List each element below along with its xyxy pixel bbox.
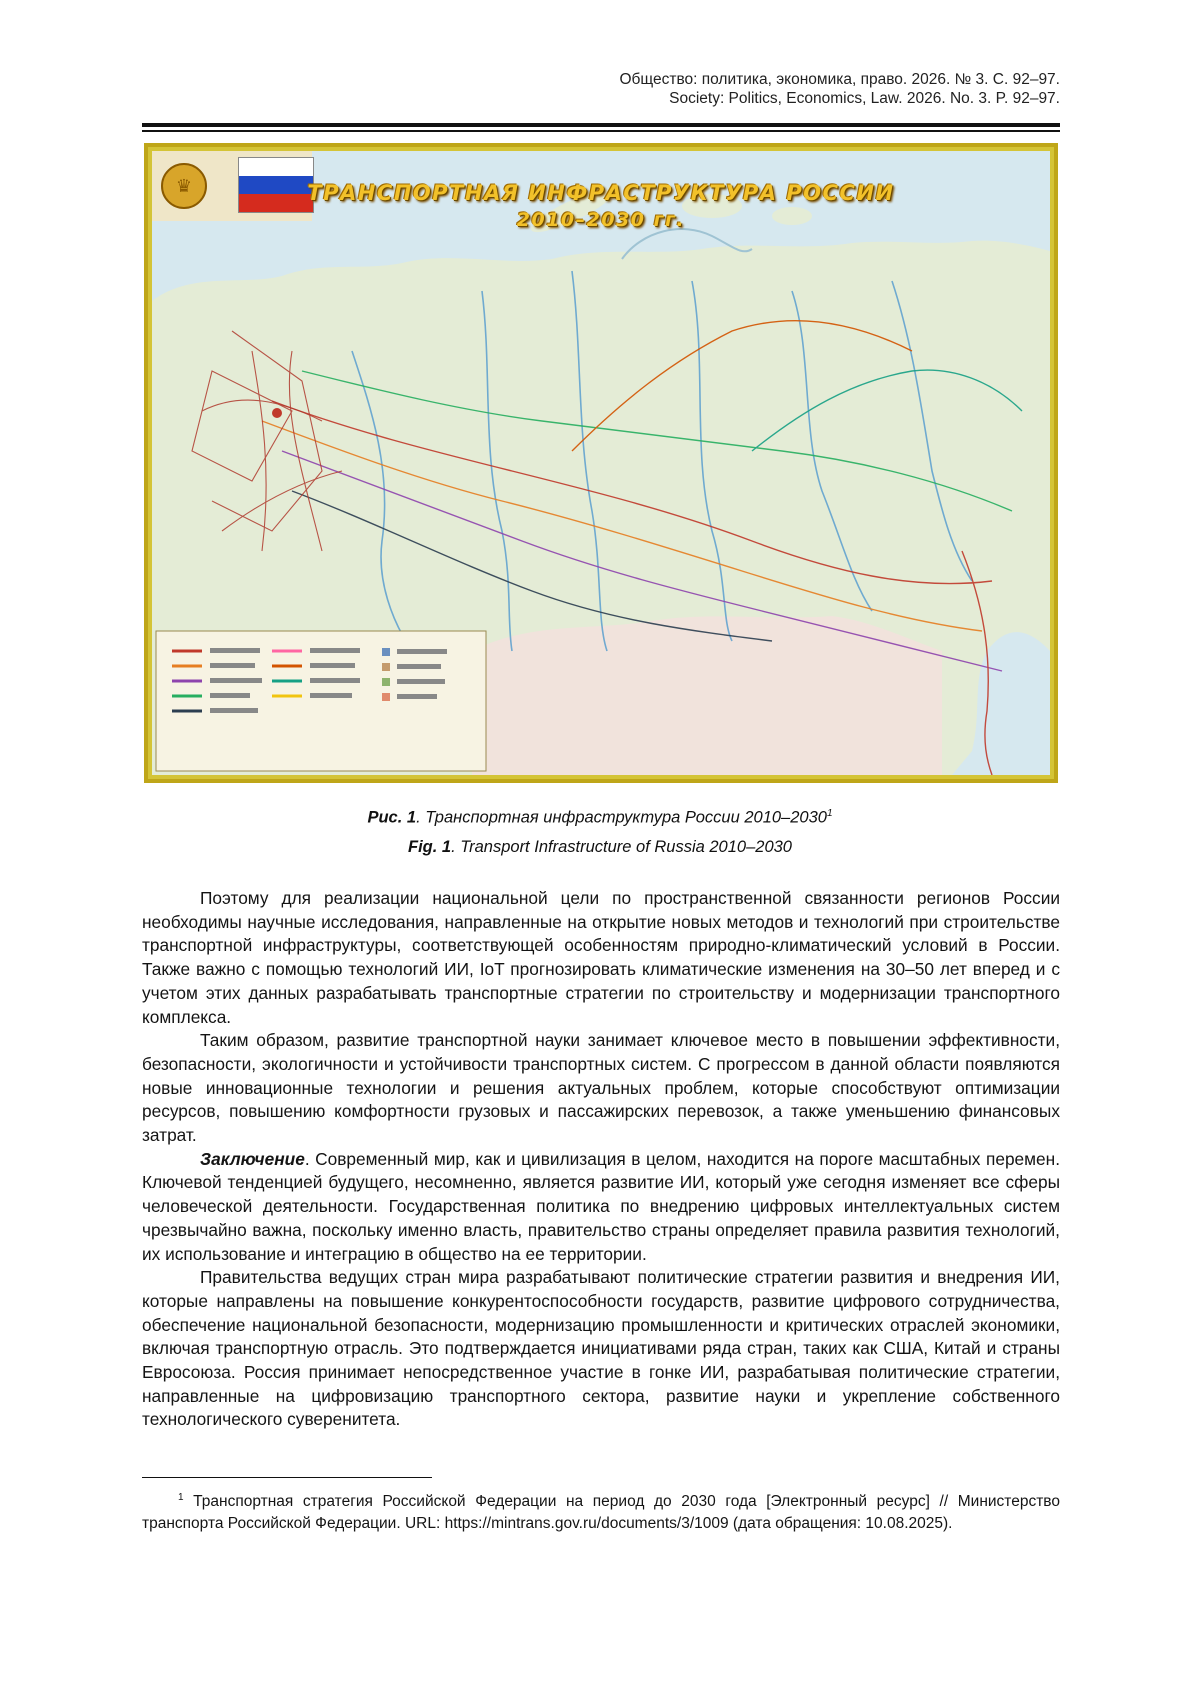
caption-label-ru: Рис. 1 <box>367 808 417 827</box>
figure-caption-en <box>0 838 1200 857</box>
svg-text:♛: ♛ <box>175 176 193 197</box>
paragraph-3-text: . Современный мир, как и цивилизация в целом, находится на пороге масштабных перемен. Ключевой тенденцией будущего, несомненно, является развитие ИИ, который уже сегодня изменяет все сферы человеческой деятельности. Государственная политика по внедрению цифровых интеллектуальных систем чрезвычайно важна, поскольку именно власть, правительство страны определяет правила развития технологий, их использование и интеграцию в общество на ее территории. <box>142 1148 1060 1264</box>
map-title <box>152 181 1050 231</box>
map-drawing <box>152 151 1050 775</box>
neighbour-countries <box>472 616 942 775</box>
footnote-rule <box>142 1477 432 1478</box>
figure-map-frame <box>144 143 1058 783</box>
map-title-line1: ТРАНСПОРТНАЯ ИНФРАСТРУКТУРА РОССИИ <box>307 181 895 205</box>
running-head-en: Society: Politics, Economics, Law. 2026. No. 3. P. 92–97. <box>669 90 1060 107</box>
article-body <box>142 887 1060 1432</box>
header-rule-thin <box>142 130 1060 132</box>
transport-map-image <box>152 151 1050 775</box>
paragraph-2: Таким образом, развитие транспортной науки занимает ключевое место в повышении эффективности, безопасности, экологичности и устойчивости транспортных систем. С прогрессом в данной области появляются новые инновационные технологии и решения актуальных проблем, которые способствуют оптимизации ресурсов, повышению комфортности грузовых и пассажирских перевозок, а также уменьшению финансовых затрат. <box>142 1030 1060 1146</box>
footnote-text: Транспортная стратегия Российской Федерации на период до 2030 года [Электронный ресурс] // Министерство транспорта Российской Федерации. URL: https://mintrans.gov.ru/documents/3/1009 (дата обращения: 10.08.2025). <box>142 1493 1060 1532</box>
caption-text-ru: . Транспортная инфраструктура России 2010–2030 <box>416 808 827 827</box>
header-rule-thick <box>142 123 1060 127</box>
footnote <box>142 1487 1060 1534</box>
conclusion-heading: Заключение <box>200 1148 305 1169</box>
running-head-ru: Общество: политика, экономика, право. 2026. № 3. С. 92–97. <box>619 71 1060 88</box>
figure-caption-ru <box>0 808 1200 828</box>
footnote-mark: 1 <box>178 1492 184 1503</box>
paragraph-4: Правительства ведущих стран мира разрабатывают политические стратегии развития и внедрения ИИ, которые направлены на повышение конкурентоспособности государств, развитие цифрового сотрудничества, обеспечение национальной безопасности, модернизацию промышленности и критических отраслей экономики, включая транспортную отрасль. Это подтверждается инициативами ряда стран, таких как США, Китай и страны Евросоюза. Россия принимает непосредственное участие в гонке ИИ, разрабатывая политические стратегии, направленные на цифровизацию транспортного сектора, развитие науки и укрепление собственного технологического суверенитета. <box>142 1267 1060 1430</box>
paragraph-3 <box>142 1148 1060 1267</box>
caption-text-en: . Transport Infrastructure of Russia 2010–2030 <box>451 838 792 856</box>
map-title-line2: 2010–2030 гг. <box>516 209 686 231</box>
moscow-marker <box>272 408 282 418</box>
running-head <box>619 70 1060 108</box>
paragraph-1: Поэтому для реализации национальной цели по пространственной связанности регионов России необходимы научные исследования, направленные на открытие новых методов и технологий при строительстве транспортной инфраструктуры, соответствующей особенностям природно-климатический условий в России. Также важно с помощью технологий ИИ, IoT прогнозировать климатические изменения на 30–50 лет вперед и с учетом этих данных разрабатывать транспортные стратегии по строительству и модернизации транспортного комплекса. <box>142 888 1060 1027</box>
caption-footnote-ref[interactable]: 1 <box>826 808 833 819</box>
caption-label-en: Fig. 1 <box>408 838 452 856</box>
